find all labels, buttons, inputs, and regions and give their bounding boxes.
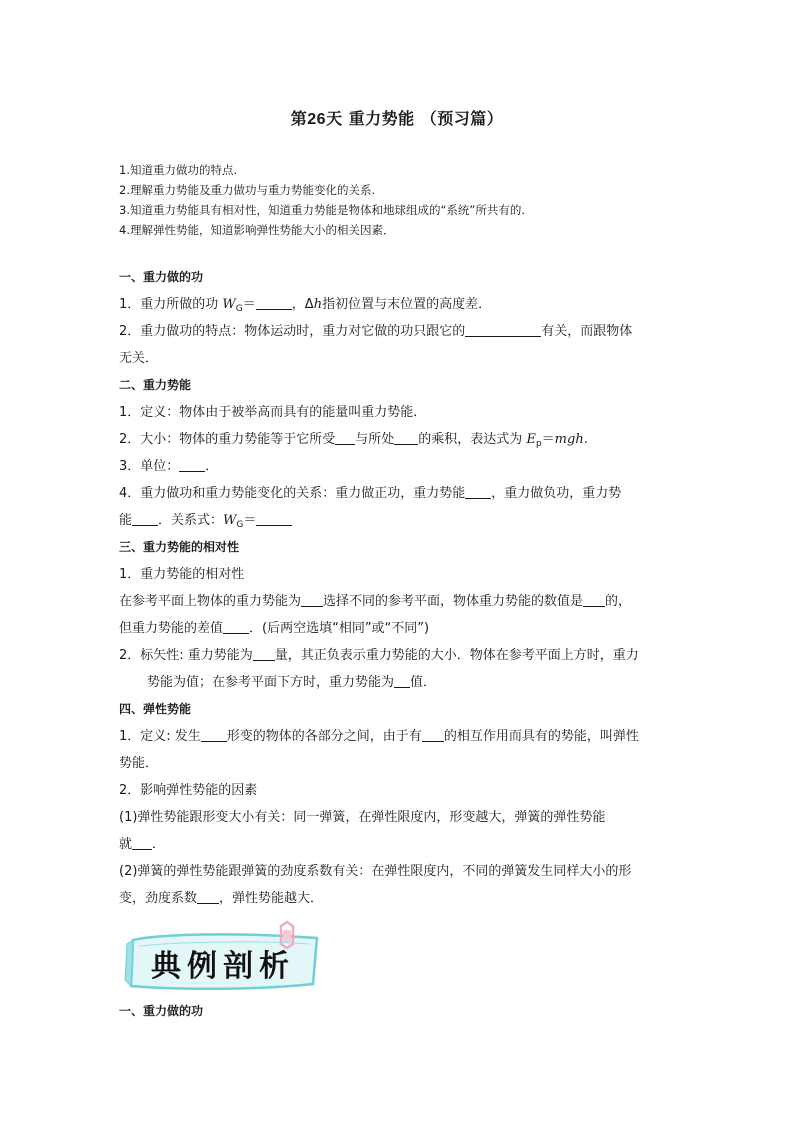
fill-blank[interactable] bbox=[223, 619, 249, 634]
fill-blank[interactable] bbox=[465, 322, 541, 337]
paragraph: 2．标矢性: 重力势能为 量，其正负表示重力势能的大小．物体在参考平面上方时，重力 bbox=[119, 648, 639, 663]
paragraph: 1．重力势能的相对性 bbox=[119, 567, 245, 582]
paragraph: 就 ． bbox=[119, 837, 166, 852]
fill-blank[interactable] bbox=[394, 430, 418, 445]
fill-blank[interactable] bbox=[301, 592, 323, 607]
paragraph: 1．定义：物体由于被举高而具有的能量叫重力势能． bbox=[119, 405, 427, 420]
goal-item: 3.知道重力势能具有相对性，知道重力势能是物体和地球组成的“系统”所共有的. bbox=[119, 203, 526, 217]
paragraph: 4．重力做功和重力势能变化的关系：重力做正功，重力势能 ，重力做负功，重力势 bbox=[119, 486, 622, 501]
fill-blank[interactable] bbox=[394, 673, 410, 688]
title-prefix: 第 bbox=[290, 109, 308, 128]
paragraph: 但重力势能的差值 ．(后两空选填“相同”或“不同”) bbox=[119, 621, 430, 636]
fill-blank[interactable] bbox=[197, 889, 219, 904]
content-body bbox=[119, 264, 679, 912]
section-heading-work-by-gravity: 一、重力做的功 bbox=[119, 270, 204, 284]
goal-item: 2.理解重力势能及重力做功与重力势能变化的关系. bbox=[119, 183, 376, 197]
banner-fold bbox=[125, 940, 133, 986]
fill-blank[interactable] bbox=[583, 592, 605, 607]
banner-graphic bbox=[119, 920, 325, 998]
paragraph: 无关． bbox=[119, 351, 159, 366]
fill-blank[interactable] bbox=[132, 835, 152, 850]
section-heading-example-work: 一、重力做的功 bbox=[119, 1004, 204, 1018]
fill-blank[interactable] bbox=[256, 295, 292, 310]
paragraph: (1)弹性势能跟形变大小有关：同一弹簧，在弹性限度内，形变越大，弹簧的弹性势能 bbox=[119, 810, 606, 825]
fill-blank[interactable] bbox=[465, 484, 491, 499]
title-day-number: 26 bbox=[307, 111, 327, 128]
fill-blank[interactable] bbox=[422, 727, 444, 742]
section-heading-relativity: 三、重力势能的相对性 bbox=[119, 540, 240, 554]
fill-blank[interactable] bbox=[179, 457, 205, 472]
paragraph: 3．单位： ． bbox=[119, 459, 219, 474]
fill-blank[interactable] bbox=[253, 646, 275, 661]
paragraph: 能 ．关系式：$W_G=$ bbox=[119, 507, 679, 534]
banner-text: 典例剖析 bbox=[151, 949, 295, 984]
paragraph: 2．大小：物体的重力势能等于它所受 与所处 的乘积，表达式为 $E_p=mgh$. bbox=[119, 432, 588, 449]
paragraph: (2)弹簧的弹性势能跟弹簧的劲度系数有关：在弹性限度内，不同的弹簧发生同样大小的形 bbox=[119, 864, 632, 879]
paragraph: 势能． bbox=[119, 756, 159, 771]
section-heading-elastic-potential-energy: 四、弹性势能 bbox=[119, 702, 192, 716]
fill-blank[interactable] bbox=[335, 430, 355, 445]
goal-item: 4.理解弹性势能，知道影响弹性势能大小的相关因素． bbox=[119, 223, 395, 237]
paragraph: 1．重力所做的功 $W_G=$ ，Δh指初位置与末位置的高度差． bbox=[119, 297, 492, 314]
section-heading-gravitational-potential-energy: 二、重力势能 bbox=[119, 378, 192, 392]
paragraph: 2．影响弹性势能的因素 bbox=[119, 783, 258, 798]
learning-goals bbox=[119, 160, 525, 240]
title-suffix: 天 重力势能 （预习篇） bbox=[326, 109, 504, 128]
paragraph: 1．定义: 发生 形变的物体的各部分之间，由于有 的相互作用而具有的势能，叫弹性 bbox=[119, 729, 639, 744]
paragraph: 2．重力做功的特点：物体运动时，重力对它做的功只跟它的 有关，而跟物体 bbox=[119, 324, 633, 339]
page-title bbox=[0, 106, 794, 129]
paragraph: 在参考平面上物体的重力势能为 选择不同的参考平面，物体重力势能的数值是 的， bbox=[119, 594, 632, 609]
fill-blank[interactable] bbox=[132, 511, 158, 526]
fill-blank[interactable] bbox=[201, 727, 227, 742]
fill-blank[interactable] bbox=[256, 511, 292, 526]
paragraph: 势能为值；在参考平面下方时，重力势能为 值． bbox=[147, 675, 437, 690]
example-analysis-banner bbox=[119, 920, 325, 998]
goal-item: 1.知道重力做功的特点. bbox=[119, 163, 238, 177]
paragraph: 变，劲度系数 ，弹性势能越大． bbox=[119, 891, 324, 906]
